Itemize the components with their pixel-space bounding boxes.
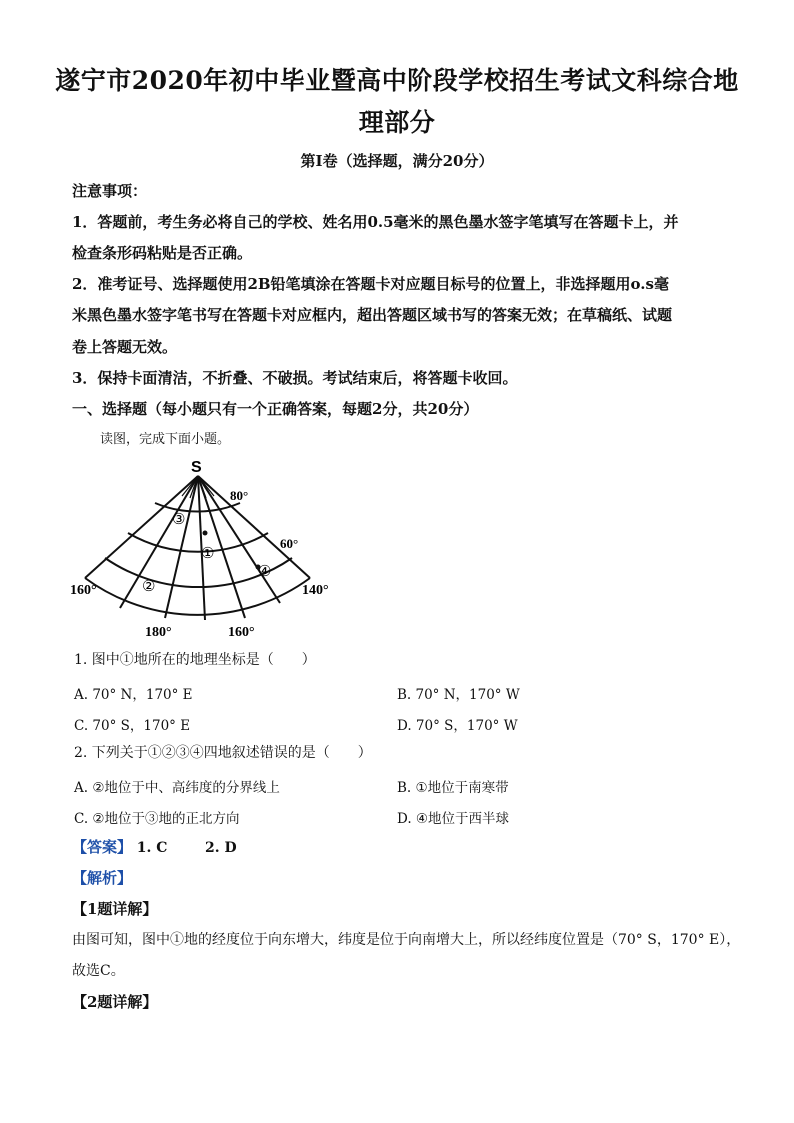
point2-label: ② xyxy=(142,577,156,595)
lat-60-label: 60° xyxy=(280,536,299,551)
detail1-text-line1: 由图可知，图中①地的经度位于向东增大，纬度是位于向南增大上，所以经纬度位置是（70° S，170° E）， xyxy=(72,932,741,948)
analysis-label: 【解析】 xyxy=(72,869,133,887)
point3-label: ③ xyxy=(172,510,186,528)
q1-stem: 1. 图中①地所在的地理坐标是（ ） xyxy=(74,652,316,668)
q2-stem: 2. 下列关于①②③④四地叙述错误的是（ ） xyxy=(74,745,372,761)
meridian-180 xyxy=(165,476,198,618)
q2-option-b[interactable]: B. ①地位于南寒带 xyxy=(397,780,509,796)
exam-title-line2: 理部分 xyxy=(358,108,436,137)
notice-item2-line1: 2．准考证号、选择题使用2B铅笔填涂在答题卡对应题目标号的位置上，非选择题用o.s毫 xyxy=(72,275,669,293)
lon-left-label: 160° xyxy=(70,583,97,598)
point1-dot xyxy=(203,531,208,536)
notice-item3: 3．保持卡面清洁，不折叠、不破损。考试结束后，将答题卡收回。 xyxy=(72,369,518,387)
answer-label: 【答案】 xyxy=(72,838,133,856)
pole-label: S xyxy=(191,459,202,476)
notice-item1-line1: 1．答题前，考生务必将自己的学校、姓名用0.5毫米的黑色墨水签字笔填写在答题卡上，并 xyxy=(72,213,679,231)
notice-heading: 注意事项： xyxy=(72,182,148,200)
q1-option-b[interactable]: B. 70° N，170° W xyxy=(397,687,520,703)
exam-subtitle: 第Ⅰ卷（选择题，满分20分） xyxy=(300,152,494,170)
detail1-label: 【1题详解】 xyxy=(72,900,158,918)
notice-item1-line2: 检查条形码粘贴是否正确。 xyxy=(72,244,253,262)
q2-option-d[interactable]: D. ④地位于西半球 xyxy=(397,811,510,827)
lat-80-label: 80° xyxy=(230,488,249,503)
notice-item2-line2: 米黑色墨水签字笔书写在答题卡对应框内，超出答题区域书写的答案无效；在草稿纸、试题 xyxy=(72,306,673,324)
meridian-170e xyxy=(120,476,198,608)
q2-option-a[interactable]: A. ②地位于中、高纬度的分界线上 xyxy=(74,780,280,796)
answer-1: 1. C xyxy=(136,840,168,856)
exam-title-line1: 遂宁市2020年初中毕业暨高中阶段学校招生考试文科综合地 xyxy=(55,66,739,95)
answer-2: 2. D xyxy=(205,840,237,856)
point1-label: ① xyxy=(201,544,215,562)
lon-160-label: 160° xyxy=(228,625,255,640)
q1-option-a[interactable]: A. 70° N，170° E xyxy=(74,687,193,703)
q2-option-c[interactable]: C. ②地位于③地的正北方向 xyxy=(74,811,240,827)
point4-label: ④ xyxy=(258,562,272,580)
q1-option-c[interactable]: C. 70° S，170° E xyxy=(74,718,191,734)
section-instruction: 读图，完成下面小题。 xyxy=(100,432,231,447)
lat-70-arc xyxy=(128,533,268,552)
detail2-label: 【2题详解】 xyxy=(72,993,158,1011)
lon-right-label: 140° xyxy=(302,583,329,598)
answer-row xyxy=(72,838,732,858)
section-heading: 一、选择题（每小题只有一个正确答案，每题2分，共20分） xyxy=(72,400,479,418)
detail1-text-line2: 故选C。 xyxy=(72,963,125,979)
lon-180-label: 180° xyxy=(145,625,172,640)
notice-item2-line3: 卷上答题无效。 xyxy=(72,338,178,356)
polar-grid-diagram xyxy=(70,458,360,643)
q1-option-d[interactable]: D. 70° S，170° W xyxy=(397,718,518,734)
